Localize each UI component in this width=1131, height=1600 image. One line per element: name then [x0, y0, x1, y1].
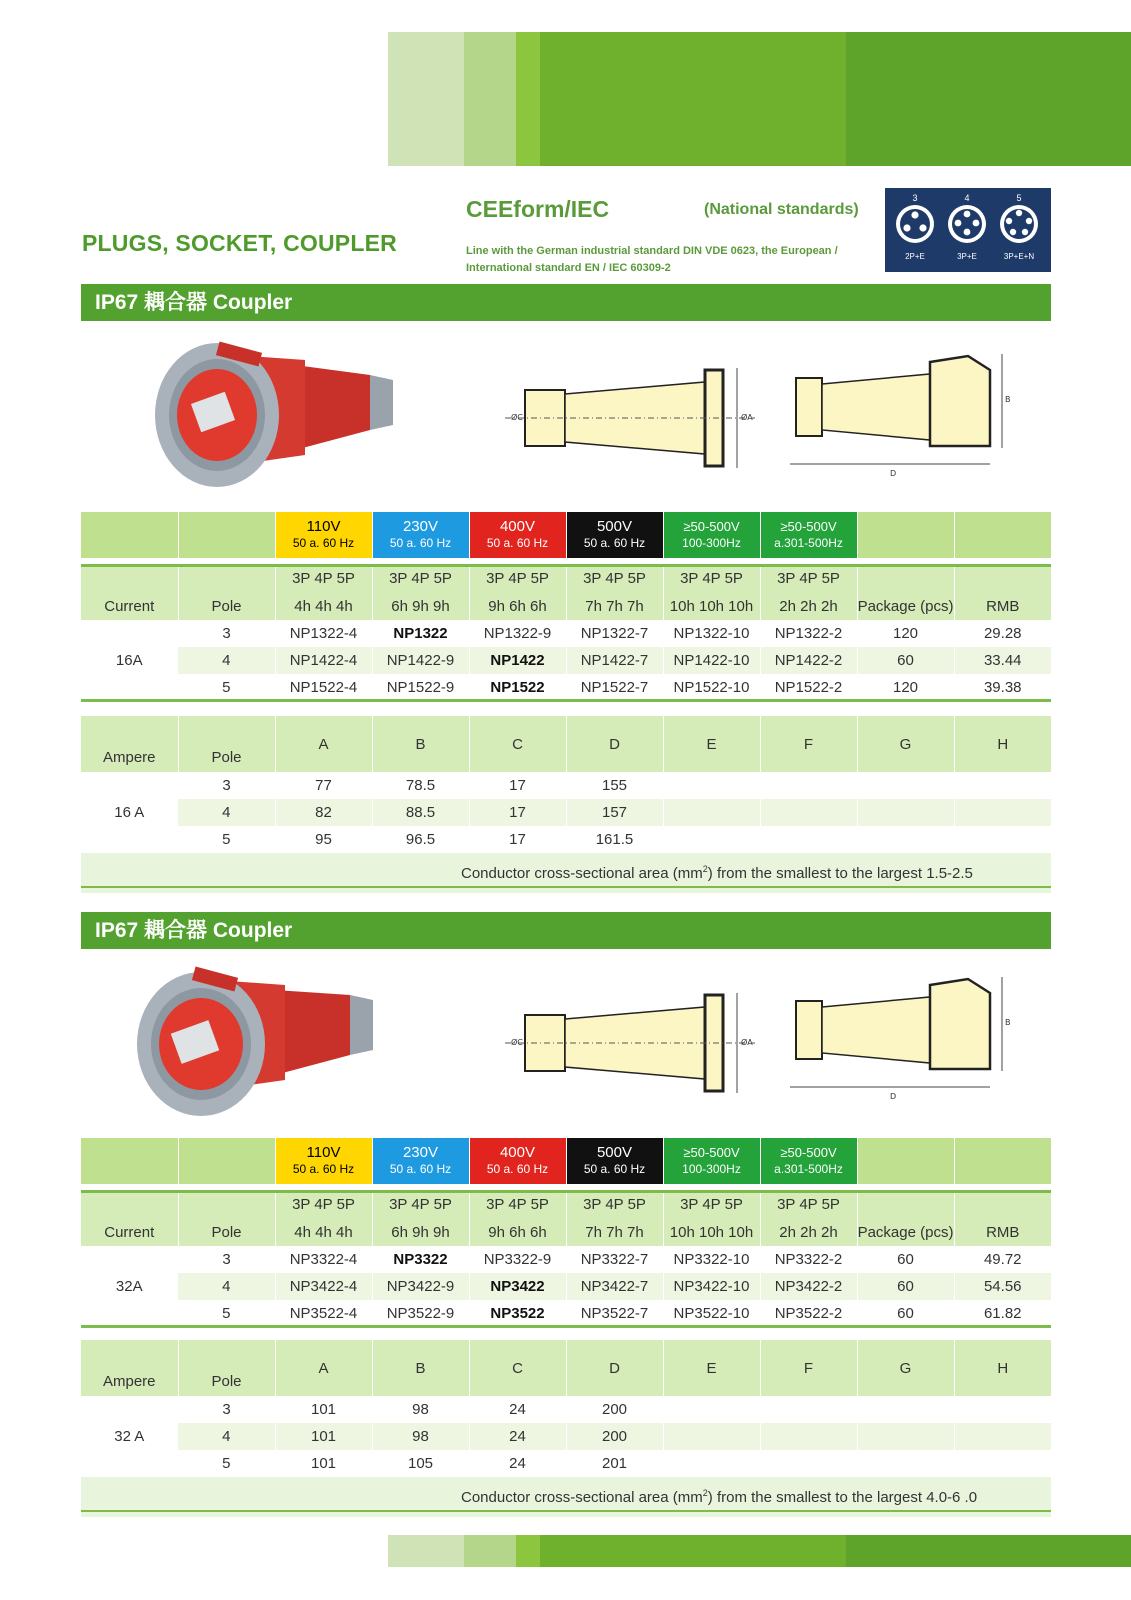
package-header: Package (pcs)	[857, 592, 954, 620]
current-value: 16A	[81, 620, 178, 701]
ordering-table-16a	[81, 512, 1051, 701]
pin-count: 5	[1016, 193, 1022, 203]
dimension-table-32a	[81, 1340, 1051, 1517]
ampere-value: 16 A	[81, 772, 178, 853]
bottom-color-band	[388, 1535, 1131, 1567]
page-title: PLUGS, SOCKET, COUPLER	[82, 230, 397, 256]
voltage-400v: 400V 50 a. 60 Hz	[469, 512, 566, 558]
voltage-500v: 500V 50 a. 60 Hz	[566, 512, 663, 558]
drawing-label-d: D	[890, 469, 897, 478]
table-row: 4 101 98 24 200	[81, 1423, 1051, 1450]
drawing-label-c: ØC	[511, 1038, 523, 1047]
drawing-label-c: ØC	[511, 413, 523, 422]
table-divider	[81, 1190, 1051, 1193]
drawing-label-b: B	[1005, 1018, 1011, 1027]
voltage-header-row	[81, 1138, 1051, 1184]
dimension-table-16a	[81, 716, 1051, 893]
socket-face-icon	[946, 203, 988, 245]
voltage-500v: 500V 50 a. 60 Hz	[566, 1138, 663, 1184]
table-divider	[81, 564, 1051, 567]
rmb-header: RMB	[954, 1218, 1051, 1246]
section-bar-coupler-16a: IP67 耦合器 Coupler	[81, 284, 1051, 321]
voltage-50-500v-301-500hz: ≥50-500V a.301-500Hz	[760, 512, 857, 558]
dimension-header-row: Ampere Pole A B C D E F G H	[81, 1340, 1051, 1396]
table-row: 32 A 3 101 98 24 200	[81, 1396, 1051, 1423]
voltage-110v: 110V 50 a. 60 Hz	[275, 1138, 372, 1184]
voltage-50-500v-301-500hz: ≥50-500V a.301-500Hz	[760, 1138, 857, 1184]
table-row: 5 NP3522-4 NP3522-9 NP3522 NP3522-7 NP3522-10 NP3522-2 60 61.82	[81, 1300, 1051, 1327]
table-divider	[81, 699, 1051, 702]
table-divider	[81, 1510, 1051, 1512]
poles-row: 3P 4P 5P 3P 4P 5P 3P 4P 5P 3P 4P 5P 3P 4P 5P 3P 4P 5P	[81, 564, 1051, 592]
cee-national-standards: (National standards)	[704, 201, 859, 218]
table-row: 4 NP3422-4 NP3422-9 NP3422 NP3422-7 NP3422-10 NP3422-2 60 54.56	[81, 1273, 1051, 1300]
voltage-50-500v-100-300hz: ≥50-500V 100-300Hz	[663, 1138, 760, 1184]
table-row: 16A 3 NP1322-4 NP1322 NP1322-9 NP1322-7 NP1322-10 NP1322-2 120 29.28	[81, 620, 1051, 647]
coupler-side-drawing	[505, 985, 765, 1100]
dimension-header-row: Ampere Pole A B C D E F G H	[81, 716, 1051, 772]
drawing-label-a: ØA	[741, 413, 753, 422]
pole-header: Pole	[178, 592, 275, 620]
table-row: 32A 3 NP3322-4 NP3322 NP3322-9 NP3322-7 NP3322-10 NP3322-2 60 49.72	[81, 1246, 1051, 1273]
coupler-product-image	[135, 960, 380, 1120]
current-value: 32A	[81, 1246, 178, 1327]
table-row: 5 NP1522-4 NP1522-9 NP1522 NP1522-7 NP1522-10 NP1522-2 120 39.38	[81, 674, 1051, 701]
ampere-header: Ampere	[81, 716, 178, 772]
pin-config-label: 3P+E+N	[1003, 252, 1035, 261]
table-row: 5 95 96.5 17 161.5	[81, 826, 1051, 853]
ampere-value: 32 A	[81, 1396, 178, 1477]
pin-config-label: 2P+E	[905, 252, 925, 261]
socket-face-icon	[998, 203, 1040, 245]
pin-config-3p-e	[943, 188, 991, 272]
pin-config-3p-e-n	[995, 188, 1043, 272]
ordering-table-32a	[81, 1138, 1051, 1327]
pin-count: 3	[912, 193, 918, 203]
package-header: Package (pcs)	[857, 1218, 954, 1246]
table-row: 4 82 88.5 17 157	[81, 799, 1051, 826]
cee-title: CEEform/IEC	[466, 196, 610, 222]
coupler-product-image	[155, 335, 400, 495]
pin-count: 4	[964, 193, 970, 203]
top-color-band	[388, 32, 1131, 166]
hours-row: Current Pole 4h 4h 4h 6h 9h 9h 9h 6h 6h 7h 7h 7h 10h 10h 10h 2h 2h 2h Package (pcs) RMB	[81, 1218, 1051, 1246]
table-row: 5 101 105 24 201	[81, 1450, 1051, 1477]
drawing-label-d: D	[890, 1092, 897, 1101]
table-divider	[81, 886, 1051, 888]
pin-config-label: 3P+E	[957, 252, 977, 261]
current-header: Current	[81, 1218, 178, 1246]
pole-header: Pole	[178, 1340, 275, 1396]
hours-row: Current Pole 4h 4h 4h 6h 9h 9h 9h 6h 6h 7h 7h 7h 10h 10h 10h 2h 2h 2h Package (pcs) RMB	[81, 592, 1051, 620]
rmb-header: RMB	[954, 592, 1051, 620]
conductor-note: Conductor cross-sectional area $(mm^2)$ from the smallest to the largest 1.5-2.5	[81, 853, 1051, 893]
pin-config-2p-e	[891, 188, 939, 272]
voltage-230v: 230V 50 a. 60 Hz	[372, 1138, 469, 1184]
coupler-top-drawing	[790, 975, 1015, 1105]
current-header: Current	[81, 592, 178, 620]
section-bar-coupler-32a: IP67 耦合器 Coupler	[81, 912, 1051, 949]
table-row: 16 A 3 77 78.5 17 155	[81, 772, 1051, 799]
voltage-110v: 110V 50 a. 60 Hz	[275, 512, 372, 558]
socket-face-icon	[894, 203, 936, 245]
voltage-header-row	[81, 512, 1051, 558]
voltage-400v: 400V 50 a. 60 Hz	[469, 1138, 566, 1184]
drawing-label-a: ØA	[741, 1038, 753, 1047]
poles-row: 3P 4P 5P 3P 4P 5P 3P 4P 5P 3P 4P 5P 3P 4P 5P 3P 4P 5P	[81, 1190, 1051, 1218]
cee-description: Line with the German industrial standard DIN VDE 0623, the European / International standard EN / IEC 60309-2	[466, 245, 838, 274]
table-row: 4 NP1422-4 NP1422-9 NP1422 NP1422-7 NP1422-10 NP1422-2 60 33.44	[81, 647, 1051, 674]
drawing-label-b: B	[1005, 395, 1011, 404]
ampere-header: Ampere	[81, 1340, 178, 1396]
coupler-top-drawing	[790, 352, 1015, 482]
table-divider	[81, 1325, 1051, 1328]
pole-header: Pole	[178, 1218, 275, 1246]
conductor-note: Conductor cross-sectional area $(mm^2)$ from the smallest to the largest 4.0-6 .0	[81, 1477, 1051, 1517]
voltage-50-500v-100-300hz: ≥50-500V 100-300Hz	[663, 512, 760, 558]
pole-header: Pole	[178, 716, 275, 772]
voltage-230v: 230V 50 a. 60 Hz	[372, 512, 469, 558]
coupler-side-drawing	[505, 360, 765, 475]
pin-configuration-panel	[885, 188, 1051, 272]
